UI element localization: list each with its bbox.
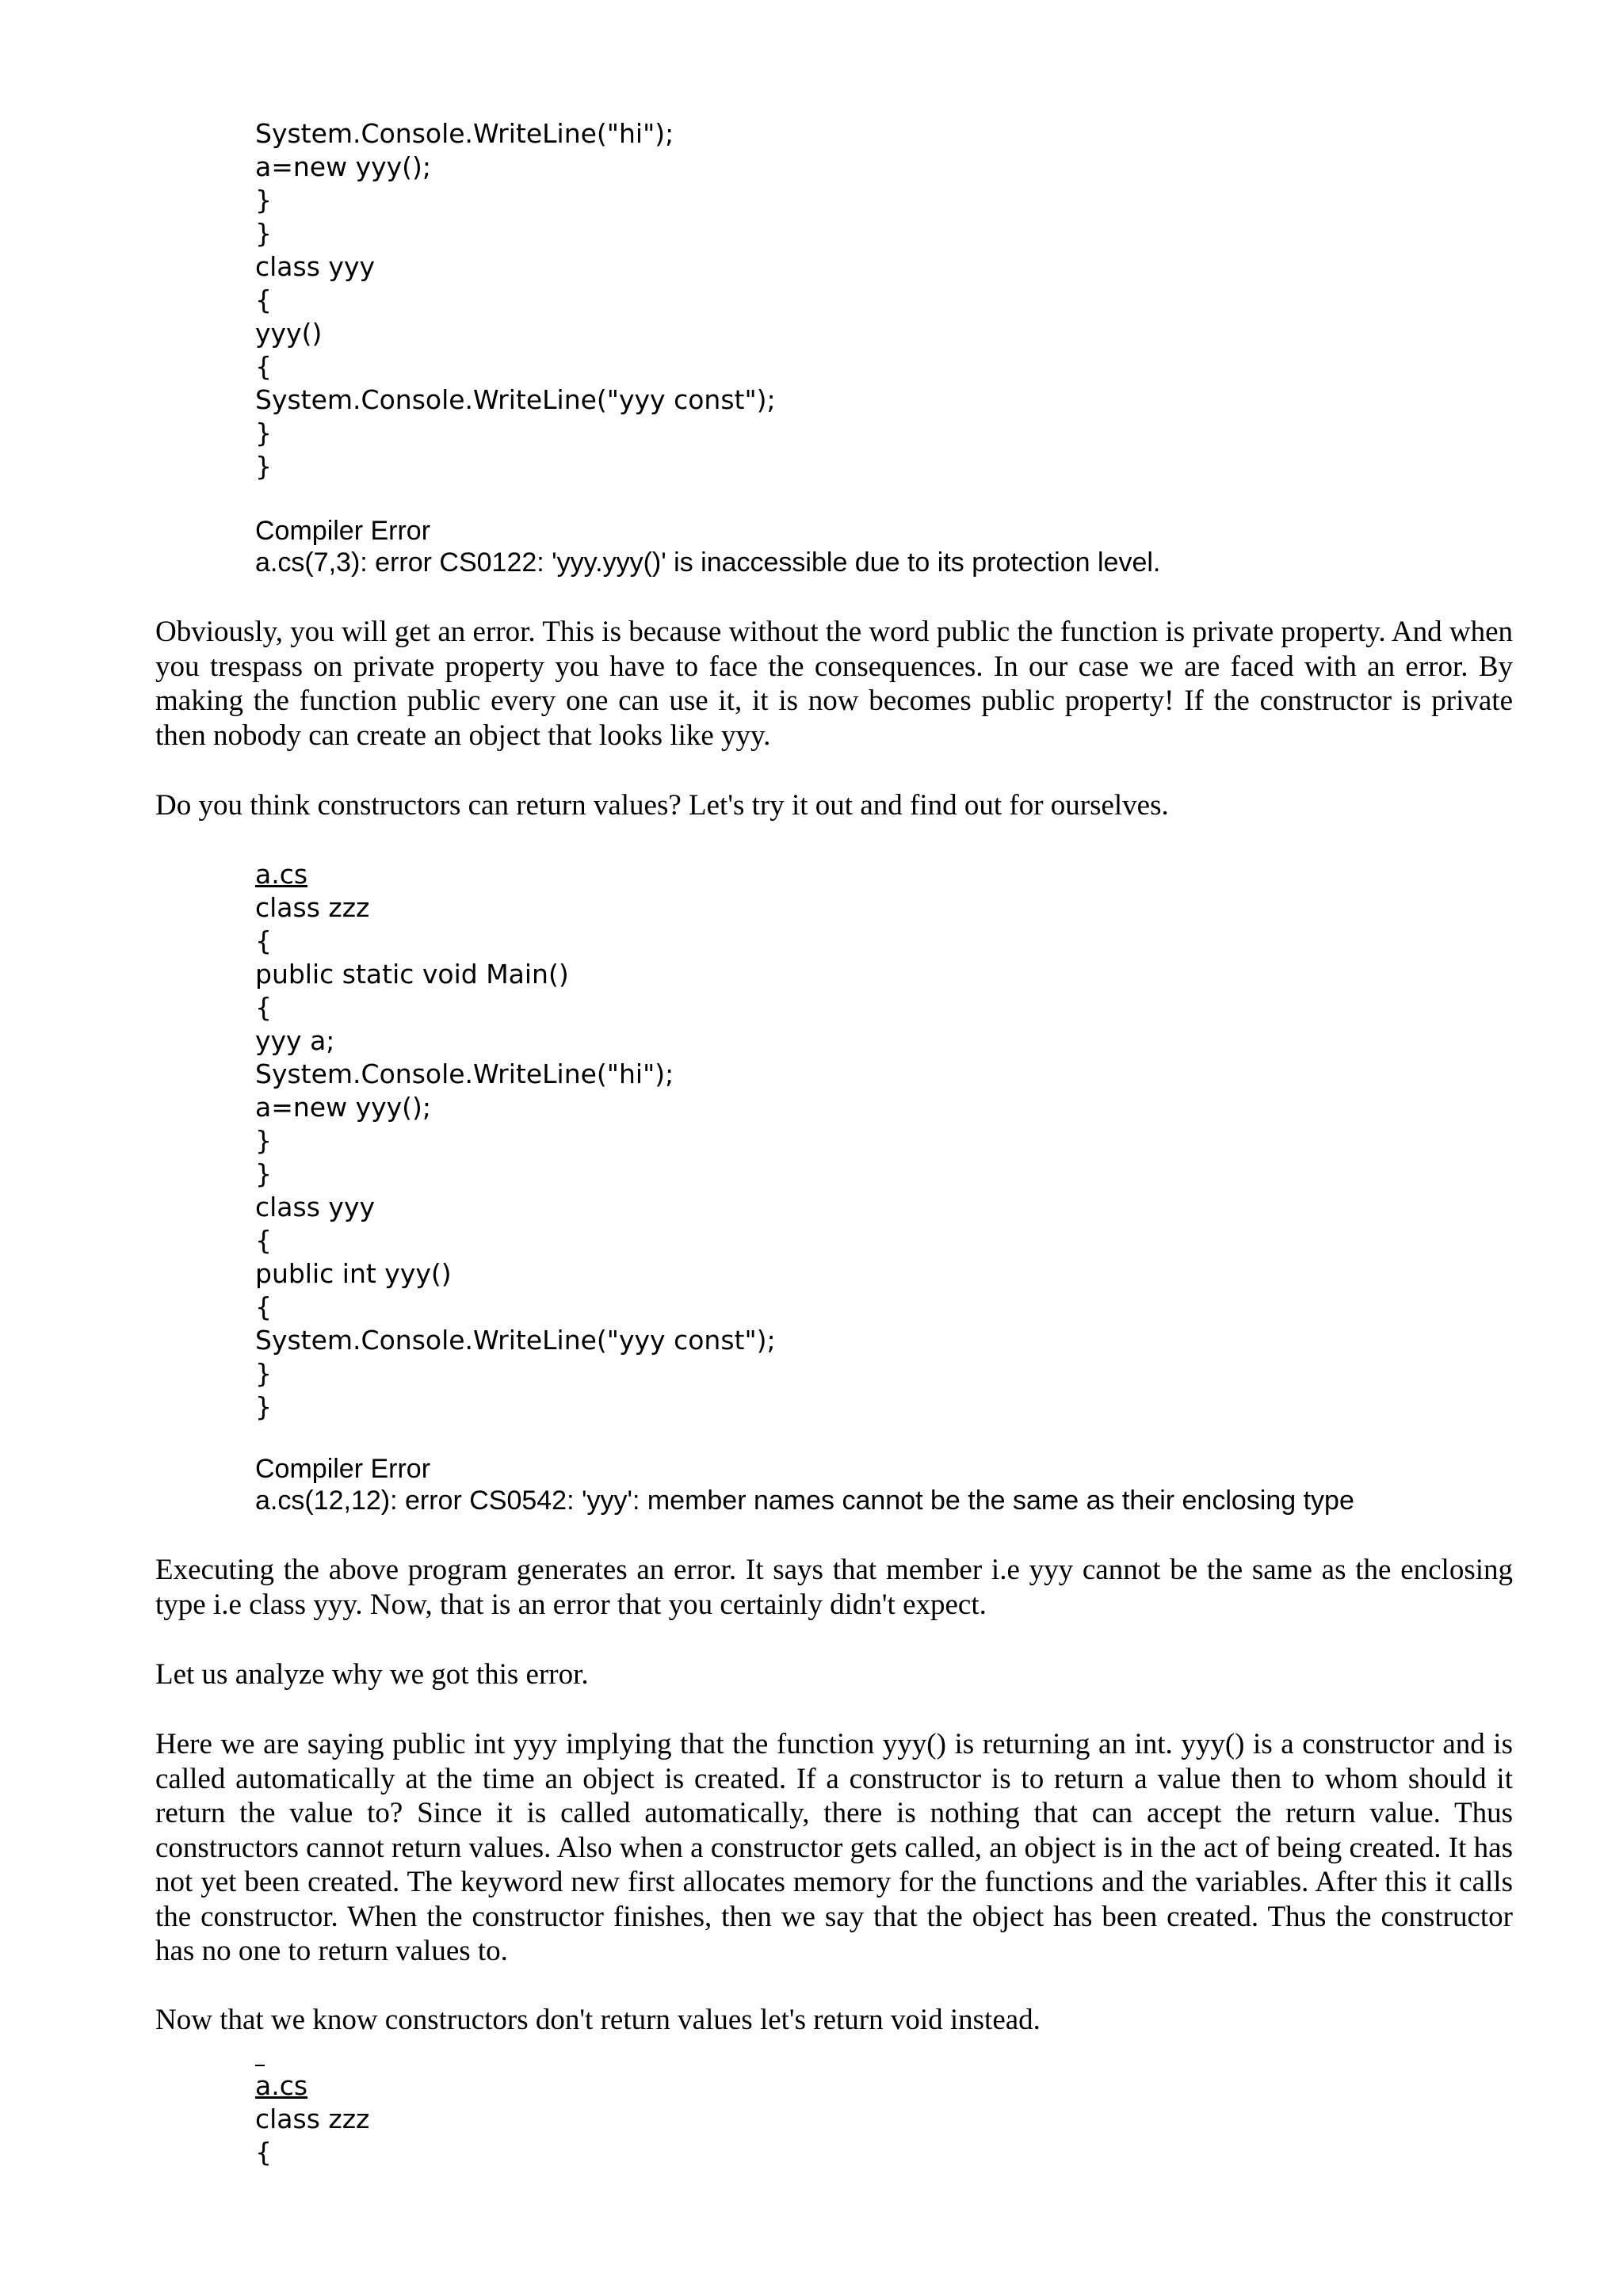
code-line: { [255,925,272,956]
code-line: System.Console.WriteLine("hi"); [255,1058,674,1089]
stray-mark [255,2065,265,2066]
error-message: a.cs(7,3): error CS0122: 'yyy.yyy()' is inaccessible due to its protection level. [255,547,1161,578]
code-line: class yyy [255,1192,375,1222]
code-line: { [255,351,272,382]
error-message: a.cs(12,12): error CS0542: 'yyy': member names cannot be the same as their enclosing type [255,1486,1354,1516]
code-line: System.Console.WriteLine("hi"); [255,118,674,149]
code-line: } [255,218,272,249]
paragraph-private-constructor: Obviously, you will get an error. This is because without the word public the function is private property. And when you trespass on private property you have to face the consequences. In our case we are faced with an error. By making the function public every one can use it, it is now becomes public property! If the constructor is private then nobody can create an object that looks like yyy. [155,616,1513,752]
code-line: { [255,1225,272,1256]
code-line: } [255,451,272,482]
code-line: class zzz [255,892,370,923]
paragraph-error-explanation: Executing the above program generates an error. It says that member i.e yyy cannot be the same as the enclosing type i.e class yyy. Now, that is an error that you certainly didn't expect. [155,1554,1513,1621]
code-line: class zzz [255,2103,370,2134]
code-filename: a.cs [255,859,308,890]
code-block-3 [255,2069,1602,2169]
compiler-error-2 [255,1453,1602,1516]
error-heading: Compiler Error [255,516,431,546]
code-line: } [255,1158,272,1189]
code-line: } [255,185,272,215]
code-line: System.Console.WriteLine("yyy const"); [255,1325,776,1356]
paragraph-return-question: Do you think constructors can return values? Let's try it out and find out for ourselves. [155,789,1169,822]
code-line: yyy a; [255,1025,335,1056]
code-line: } [255,1125,272,1156]
code-line: class yyy [255,251,375,282]
code-line: } [255,418,272,448]
paragraph-analyze: Let us analyze why we got this error. [155,1658,589,1691]
compiler-error-1 [255,515,1602,578]
code-line: yyy() [255,318,323,349]
code-line: { [255,1291,272,1322]
code-block-1 [255,117,1602,483]
code-line: } [255,1391,272,1422]
code-line: } [255,1358,272,1389]
code-line: { [255,992,272,1023]
code-line: public static void Main() [255,959,569,990]
code-filename: a.cs [255,2070,308,2101]
code-line: System.Console.WriteLine("yyy const"); [255,384,776,415]
paragraph-constructor-return: Here we are saying public int yyy implying that the function yyy() is returning an int. yyy() is a constructor and is called automatically at the time an object is created. If a constructor is to return a value then to whom should it return the value to? Since it is called automatically, there is nothing that can accept the return value. Thus constructors cannot return values. Also when a constructor gets called, an object is in the act of being created. It has not yet been created. The keyword new first allocates memory for the functions and the variables. After this it calls the constructor. When the constructor finishes, then we say that the object has been created. Thus the constructor has no one to return values to. [155,1728,1513,1967]
code-block-2 [255,858,1602,1424]
code-line: public int yyy() [255,1258,452,1289]
code-line: { [255,284,272,315]
error-heading: Compiler Error [255,1454,431,1484]
code-line: a=new yyy(); [255,1092,432,1123]
code-line: { [255,2137,272,2168]
code-line: a=new yyy(); [255,151,432,182]
paragraph-return-void: Now that we know constructors don't return values let's return void instead. [155,2004,1041,2036]
